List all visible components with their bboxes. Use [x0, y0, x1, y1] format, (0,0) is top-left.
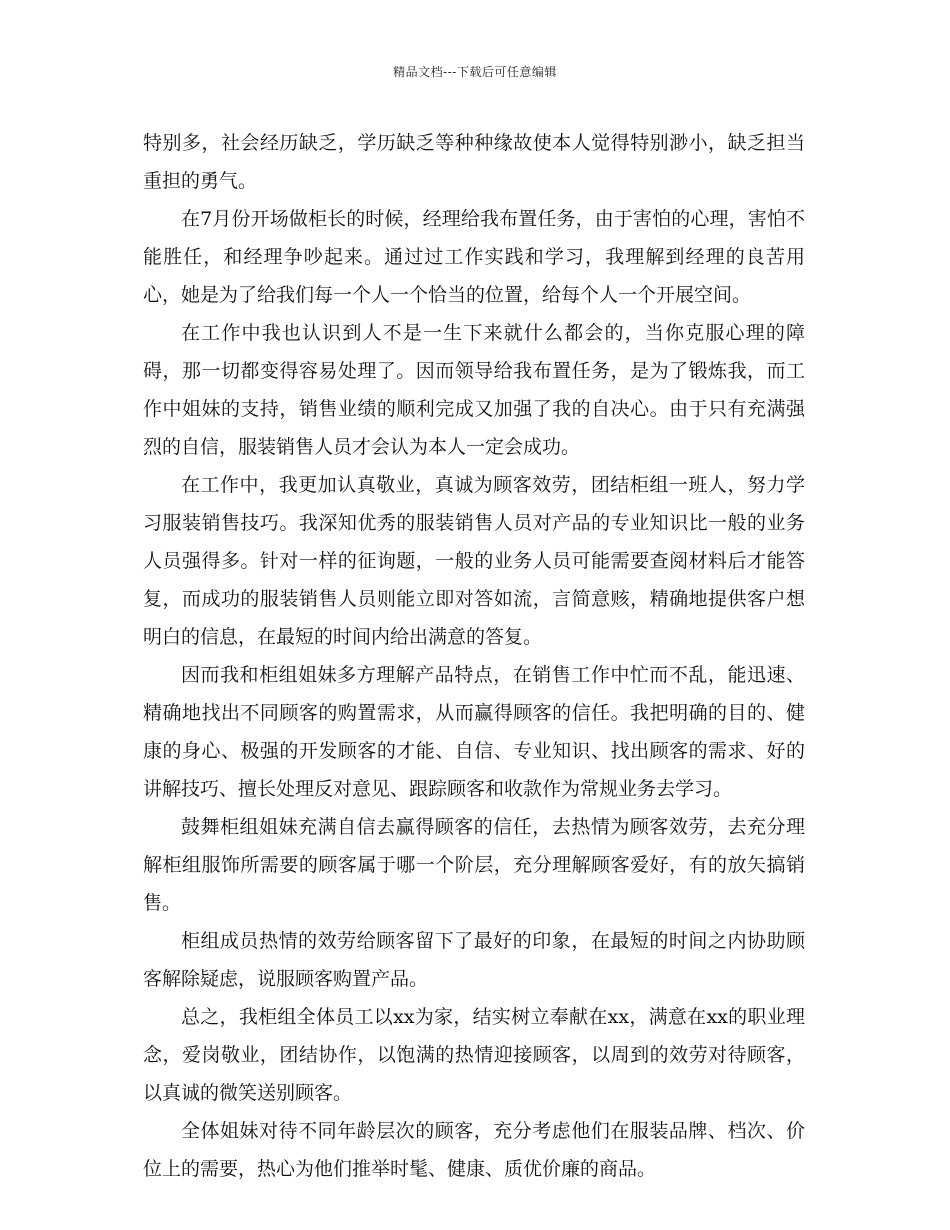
paragraph: 柜组成员热情的效劳给顾客留下了最好的印象，在最短的时间之内协助顾客解除疑虑，说服顾客购置产品。 [143, 930, 805, 990]
paragraph: 全体姐妹对待不同年龄层次的顾客，充分考虑他们在服装品牌、档次、价位上的需要，热心为他们推举时髦、健康、质优价廉的商品。 [143, 1120, 805, 1180]
paragraph: 总之，我柜组全体员工以xx为家，结实树立奉献在xx，满意在xx的职业理念，爱岗敬业，团结协作，以饱满的热情迎接顾客，以周到的效劳对待顾客，以真诚的微笑送别顾客。 [143, 1006, 805, 1104]
document-body [143, 124, 805, 1188]
paragraph: 在工作中我也认识到人不是一生下来就什么都会的，当你克服心理的障碍，那一切都变得容易处理了。因而领导给我布置任务，是为了锻炼我，而工作中姐妹的支持，销售业绩的顺利完成又加强了我的自决心。由于只有充满强烈的自信，服装销售人员才会认为本人一定会成功。 [143, 322, 805, 458]
page-header: 精品文档---下载后可任意编辑 [393, 65, 557, 79]
paragraph-continuation: 特别多，社会经历缺乏，学历缺乏等种种缘故使本人觉得特别渺小，缺乏担当重担的勇气。 [143, 132, 805, 192]
paragraph: 鼓舞柜组姐妹充满自信去赢得顾客的信任，去热情为顾客效劳，去充分理解柜组服饰所需要的顾客属于哪一个阶层，充分理解顾客爱好，有的放矢搞销售。 [143, 816, 805, 914]
paragraph: 在7月份开场做柜长的时候，经理给我布置任务，由于害怕的心理，害怕不能胜任，和经理争吵起来。通过过工作实践和学习，我理解到经理的良苦用心，她是为了给我们每一个人一个恰当的位置，给每个人一个开展空间。 [143, 208, 805, 306]
paragraph: 在工作中，我更加认真敬业，真诚为顾客效劳，团结柜组一班人，努力学习服装销售技巧。我深知优秀的服装销售人员对产品的专业知识比一般的业务人员强得多。针对一样的征询题，一般的业务人员可能需要查阅材料后才能答复，而成功的服装销售人员则能立即对答如流，言简意赅，精确地提供客户想明白的信息，在最短的时间内给出满意的答复。 [143, 474, 805, 648]
paragraph: 因而我和柜组姐妹多方理解产品特点，在销售工作中忙而不乱，能迅速、精确地找出不同顾客的购置需求，从而赢得顾客的信任。我把明确的目的、健康的身心、极强的开发顾客的才能、自信、专业知识、找出顾客的需求、好的讲解技巧、擅长处理反对意见、跟踪顾客和收款作为常规业务去学习。 [143, 664, 805, 800]
